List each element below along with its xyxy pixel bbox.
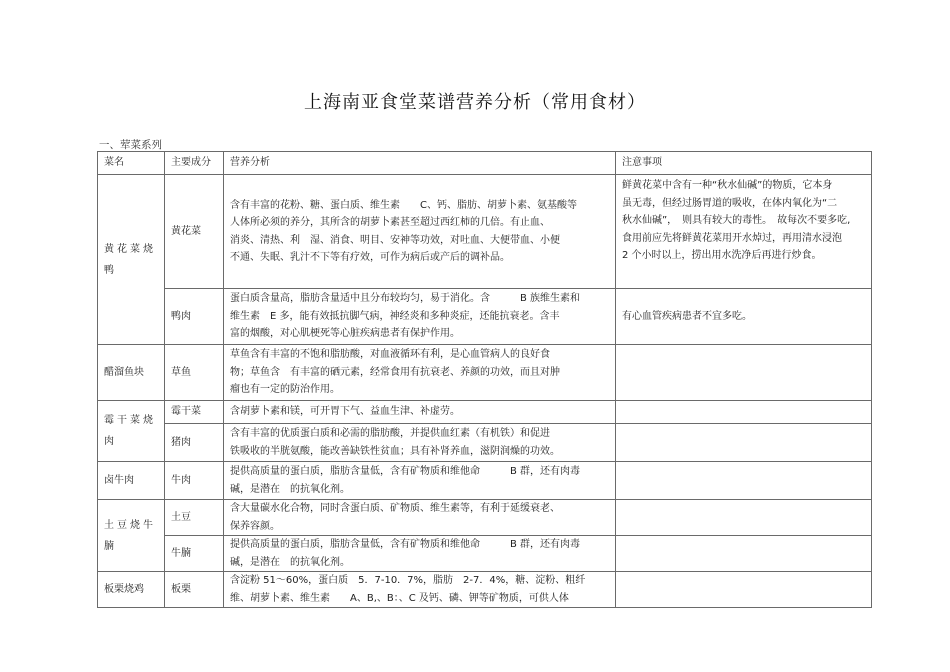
nutrition-line: 维、胡萝卜素、维生素 A、B,、B：、C 及钙、磷、钾等矿物质，可供人体	[230, 592, 569, 604]
nutrition-line: 草鱼含有丰富的不饱和脂肪酸，对血液循环有利，是心血管病人的良好食	[230, 349, 550, 361]
nutrition-cell	[224, 345, 616, 401]
nutrition-line: 物；草鱼含 有丰富的硒元素，经常食用有抗衰老、养颜的功效，而且对肿	[230, 366, 560, 378]
note-line: 2 个小时以上，捞出用水洗净后再进行炒食。	[622, 250, 822, 261]
notes-cell	[616, 572, 872, 608]
section-heading: 一、荤菜系列	[99, 139, 162, 151]
nutrition-line: 铁吸收的半胱氨酸，能改善缺铁性贫血；具有补肾养血，滋阴润燥的功效。	[230, 445, 560, 457]
nutrition-cell	[224, 175, 616, 289]
nutrition-line: 含大量碳水化合物，同时含蛋白质、矿物质、维生素等，有利于延缓衰老、	[230, 503, 560, 514]
nutrition-line: 人体所必须的养分，其所含的胡萝卜素甚至超过西红柿的几倍。有止血、	[230, 217, 550, 228]
note-line: 虽无毒，但经过肠胃道的吸收，在体内氧化为“二	[622, 197, 838, 209]
dish-name-cell	[98, 462, 165, 500]
ingredient-cell: 霉干菜	[165, 401, 224, 424]
table-row	[98, 289, 872, 345]
nutrition-line: 含胡萝卜素和镁，可开胃下气、益血生津、补虚劳。	[230, 406, 460, 418]
nutrition-line: 不通、失眠、乳汁不下等有疗效，可作为病后或产后的调补品。	[230, 252, 510, 263]
dish-name: 醋溜鱼块	[104, 367, 144, 378]
ingredient-cell: 黄花菜	[165, 175, 224, 289]
notes-cell	[616, 175, 872, 289]
nutrition-line: 碱，是潜在 的抗氧化剂。	[230, 483, 350, 495]
nutrition-line: 含有丰富的花粉、糖、蛋白质、维生素 C、钙、脂肪、胡萝卜素、氨基酸等	[230, 199, 577, 211]
dish-name: 霉干菜烧肉	[104, 415, 156, 447]
note-line: 食用前应先将鲜黄花菜用开水焯过，再用清水浸泡	[622, 232, 842, 244]
dish-name-cell	[98, 500, 165, 572]
header-dish: 菜名	[98, 152, 165, 175]
dish-name: 黄花菜烧鸭	[104, 243, 156, 276]
dish-name-cell	[98, 401, 165, 462]
nutrition-line: 提供高质量的蛋白质，脂肪含量低，含有矿物质和维他命 B 群，还有肉毒	[230, 466, 581, 477]
dish-name-cell	[98, 572, 165, 608]
dish-name-cell	[98, 175, 165, 345]
nutrition-line: 含有丰富的优质蛋白质和必需的脂肪酸，并提供血红素（有机铁）和促进	[230, 428, 550, 439]
notes-cell	[616, 401, 872, 424]
ingredient-cell: 板栗	[165, 572, 224, 608]
dish-name: 板栗烧鸡	[104, 584, 144, 595]
notes-cell	[616, 536, 872, 572]
table-row	[98, 175, 872, 289]
table-row	[98, 462, 872, 500]
ingredient-cell: 土豆	[165, 500, 224, 536]
notes-cell	[616, 500, 872, 536]
nutrition-cell	[224, 289, 616, 345]
ingredient-cell: 鸭肉	[165, 289, 224, 345]
header-notes: 注意事项	[616, 152, 872, 175]
nutrition-table	[97, 151, 872, 608]
notes-cell	[616, 424, 872, 462]
table-row	[98, 345, 872, 401]
ingredient-cell: 牛肉	[165, 462, 224, 500]
nutrition-cell	[224, 401, 616, 424]
page-title: 上海南亚食堂菜谱营养分析（常用食材）	[304, 92, 646, 113]
nutrition-line: 保养容颜。	[230, 520, 280, 532]
header-ingredient: 主要成分	[165, 152, 224, 175]
nutrition-line: 消炎、清热、利 湿、消食、明目、安神等功效，对吐血、大便带血、小便	[230, 234, 560, 246]
nutrition-line: 富的烟酸，对心肌梗死等心脏疾病患者有保护作用。	[230, 328, 460, 340]
table-row	[98, 401, 872, 424]
table-row	[98, 536, 872, 572]
ingredient-cell: 草鱼	[165, 345, 224, 401]
nutrition-line: 含淀粉 51～60%，蛋白质 5．7-10．7%，脂肪 2-7．4%，糖、淀粉、粗纤	[230, 575, 586, 586]
dish-name: 土豆烧牛腩	[104, 519, 156, 552]
nutrition-cell	[224, 572, 616, 608]
nutrition-cell	[224, 500, 616, 536]
note-line: 鲜黄花菜中含有一种“秋水仙碱”的物质，它本身	[622, 180, 833, 191]
header-nutrition: 营养分析	[224, 152, 616, 175]
table-row	[98, 424, 872, 462]
notes-cell: 有心血管疾病患者不宜多吃。	[616, 289, 872, 345]
nutrition-cell	[224, 462, 616, 500]
notes-cell	[616, 462, 872, 500]
nutrition-line: 碱，是潜在 的抗氧化剂。	[230, 556, 350, 568]
dish-name-cell	[98, 345, 165, 401]
table-header-row	[98, 152, 872, 175]
nutrition-line: 提供高质量的蛋白质，脂肪含量低，含有矿物质和维他命 B 群，还有肉毒	[230, 539, 581, 550]
nutrition-cell	[224, 536, 616, 572]
ingredient-cell: 猪肉	[165, 424, 224, 462]
nutrition-line: 维生素 E 多，能有效抵抗脚气病，神经炎和多种炎症，还能抗衰老。含丰	[230, 310, 560, 322]
dish-name: 卤牛肉	[104, 475, 134, 486]
table-row	[98, 572, 872, 608]
notes-cell	[616, 345, 872, 401]
nutrition-line: 蛋白质含量高，脂肪含量适中且分布较均匀，易于消化。含 B 族维生素和	[230, 293, 581, 305]
note-line: 秋水仙碱”， 则具有较大的毒性。 故每次不要多吃,	[622, 215, 851, 226]
table-row	[98, 500, 872, 536]
nutrition-cell	[224, 424, 616, 462]
ingredient-cell: 牛腩	[165, 536, 224, 572]
nutrition-line: 瘤也有一定的防治作用。	[230, 384, 340, 396]
